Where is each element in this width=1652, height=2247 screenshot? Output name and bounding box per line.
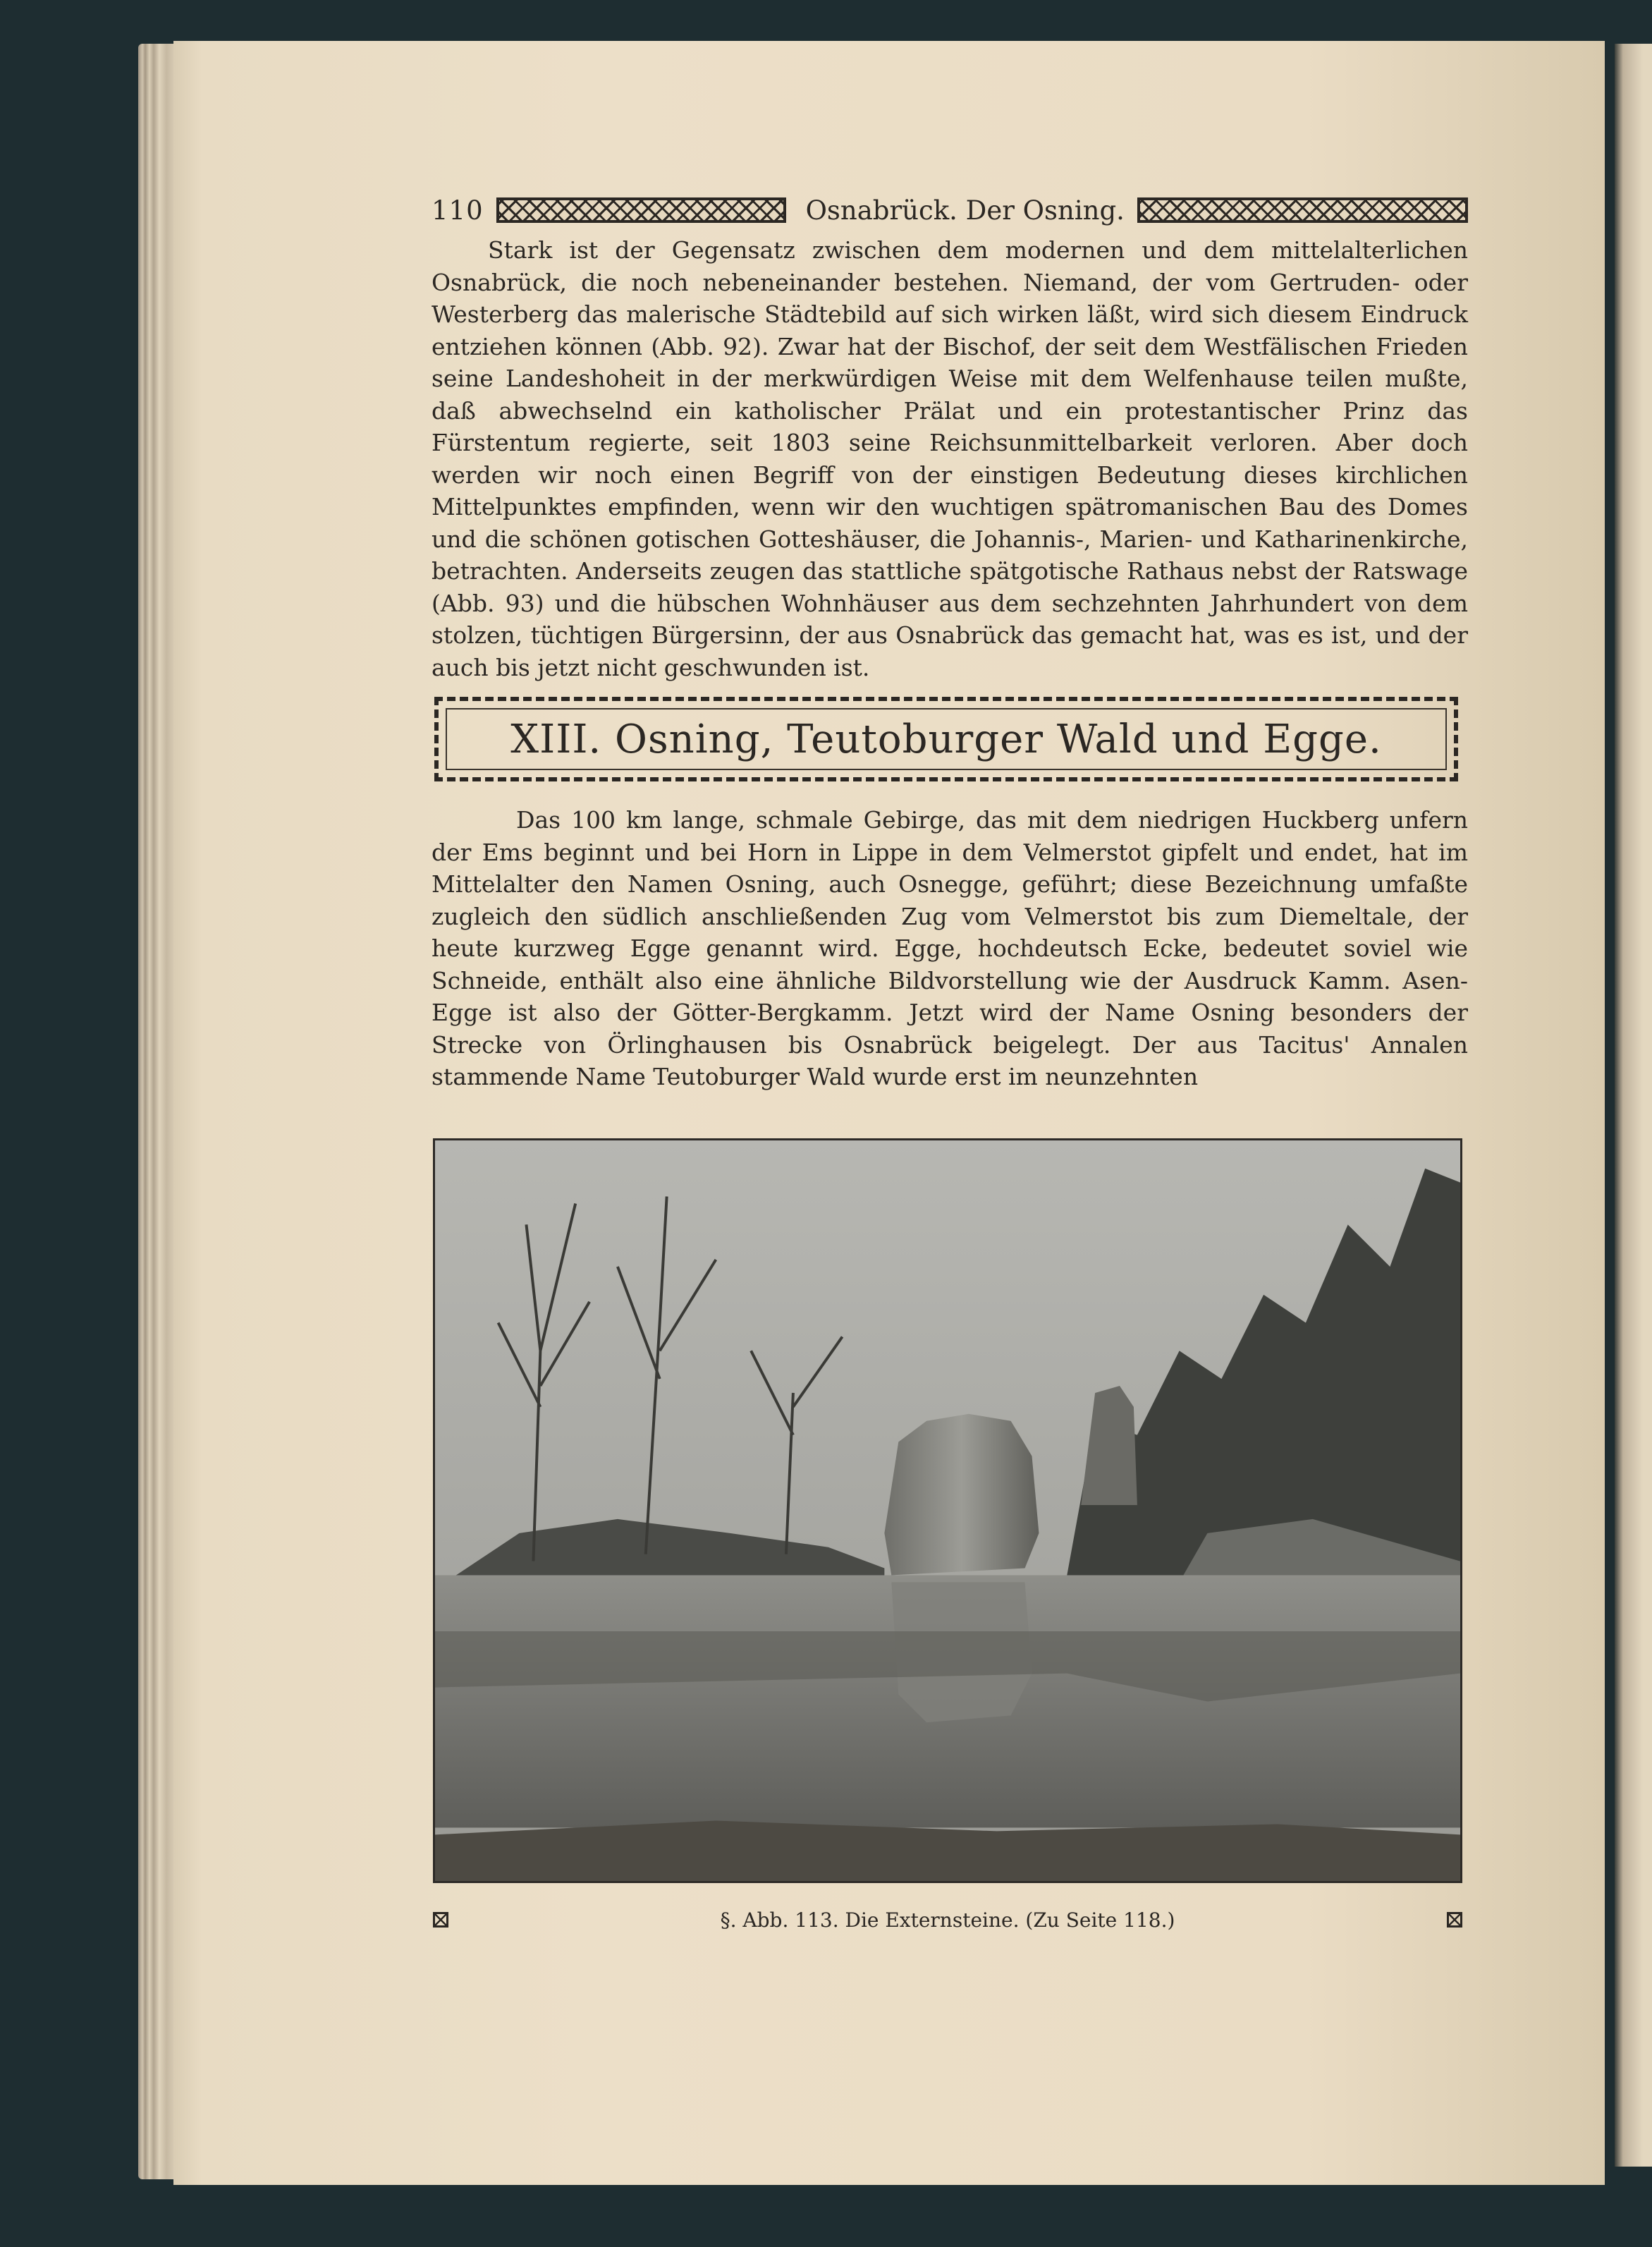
photo-externsteine xyxy=(435,1140,1460,1881)
running-head xyxy=(432,190,1468,230)
ornament-band-left xyxy=(496,197,785,223)
figure-caption-row xyxy=(433,1903,1462,1937)
body-paragraph: Stark ist der Gegensatz zwischen dem modernen und dem mittelalterlichen Osnabrück, die noch nebeneinander bestehen. Niemand, der vom Gertruden- oder Westerberg das malerische Städtebild auf sich wirken läßt, wird sich diesem Eindruck entziehen können (Abb. 92). Zwar hat der Bischof, der seit dem Westfälischen Frieden seine Landeshoheit in der merkwürdigen Weise mit dem Welfenhause teilen mußte, daß abwechselnd ein katholischer Prälat und ein protestantischer Prinz das Fürstentum regierte, seit 1803 seine Reichsunmittelbarkeit verloren. Aber doch werden wir noch einen Begriff von der einstigen Bedeutung dieses kirchlichen Mittelpunktes empfinden, wenn wir den wuchtigen spätromanischen Bau des Domes und die schönen gotischen Gotteshäuser, die Johannis-, Marien- und Katharinenkirche, betrachten. Anderseits zeugen das stattliche spätgotische Rathaus nebst der Ratswage (Abb. 93) und die hübschen Wohnhäuser aus dem sechzehnten Jahrhundert von dem stolzen, tüchtigen Bürgersinn, der aus Osnabrück das gemacht hat, was es ist, und der auch bis jetzt nicht geschwunden ist. xyxy=(432,236,1468,681)
page-number: 110 xyxy=(432,195,484,226)
figure-caption: §. Abb. 113. Die Externsteine. (Zu Seite 118.) xyxy=(720,1908,1175,1932)
facing-page-edge xyxy=(1615,44,1652,2167)
chapter-heading-box xyxy=(434,697,1458,781)
ornament-band-right xyxy=(1137,197,1468,223)
running-head-title: Osnabrück. Der Osning. xyxy=(805,195,1125,226)
caption-marker-left-icon xyxy=(433,1912,448,1928)
chapter-heading: XIII. Osning, Teutoburger Wald und Egge. xyxy=(510,716,1382,762)
figure-photograph-externsteine xyxy=(433,1138,1462,1883)
body-paragraph-chapter-start: Das 100 km lange, schmale Gebirge, das mit dem niedrigen Huckberg unfern der Ems beginnt und bei Horn in Lippe in dem Velmerstot gipfelt und endet, hat im Mittelalter den Namen Osning, auch Osnegge, geführt; diese Bezeichnung umfaßte zugleich den südlich anschließenden Zug vom Velmerstot bis zum Diemeltale, der heute kurzweg Egge genannt wird. Egge, hochdeutsch Ecke, bedeutet soviel wie Schneide, enthält also eine ähnliche Bildvorstellung wie der Ausdruck Kamm. Asen-Egge ist also der Götter-Bergkamm. Jetzt wird der Name Osning besonders der Strecke von Örlinghausen bis Osnabrück beigelegt. Der aus Tacitus' Annalen stammende Name Teutoburger Wald wurde erst im neunzehnten xyxy=(432,806,1468,1090)
caption-marker-right-icon xyxy=(1447,1912,1462,1928)
